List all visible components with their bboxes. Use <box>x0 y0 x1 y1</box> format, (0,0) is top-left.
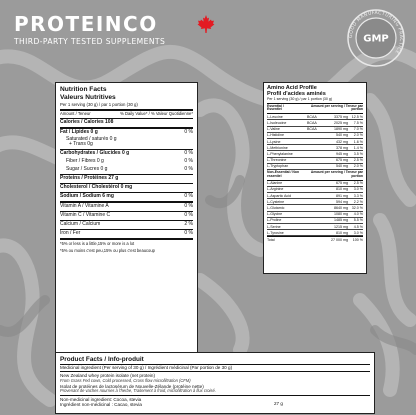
nutrition-row-calcium: Calcium / Calcium 2 % <box>60 221 193 230</box>
nutrition-row-sugar: Sugar / Sucres 0 g 0 % <box>60 166 193 175</box>
amino-nonessential-list <box>267 181 363 237</box>
nutrition-note-fr: *5% ou moins c'est peu,15% ou plus c'est beaucoup <box>60 247 155 253</box>
gmp-ring-text: GOOD MANUFACTURING PRACTICE <box>348 10 404 55</box>
amino-row: L-Threonine 675 mg 2.5 % <box>267 158 363 163</box>
amino-nonessential-header: Non-Essential / Non essentiel Amount per serving / Teneur par portion <box>267 170 363 181</box>
amino-row: L-Isoleucine BCAA 2025 mg 7.5 % <box>267 120 363 125</box>
nutrition-title-en: Nutrition Facts <box>60 86 107 93</box>
nutrition-note-en: *5% or less is a little,15% or more is a lot <box>60 240 135 246</box>
nutrition-row-sodium: Sodium / Sodium 6 mg 0 % <box>60 193 193 203</box>
nutrition-dv-header <box>60 111 193 119</box>
brand-tagline: THIRD-PARTY TESTED SUPPLEMENTS <box>14 37 166 46</box>
nutrition-row-vitamin-c: Vitamin C / Vitamine C 0 % <box>60 212 193 221</box>
product-ingredient-fr-sub: Provenant de vaches nourries à l'herbe, Traitement à froid, microfiltration à flux croisé. <box>60 388 216 394</box>
amino-title-en: Amino Acid Profile <box>267 85 317 91</box>
amino-row: L-Alanine 675 mg 2.5 % <box>267 181 363 186</box>
amino-row: L-Aspartic Acid 891 mg 3.3 % <box>267 193 363 198</box>
amino-serving: Per 1 serving (30 g) / par 1 portion (30 g) <box>267 97 363 103</box>
amino-row: L-Glycine 1080 mg 4.0 % <box>267 212 363 217</box>
product-facts-panel <box>55 352 375 414</box>
amino-row: L-Tryptophan 540 mg 2.0 % <box>267 164 363 169</box>
product-quantity: 27 g <box>274 401 283 406</box>
product-ingredient-en-sub: From Grass Fed cows, Cold processed, Cross flow microfiltration (CFM) <box>60 377 191 383</box>
product-ingredient-en: New Zealand whey protein isolate (net protein) <box>60 373 155 379</box>
nutrition-row-vitamin-a: Vitamin A / Vitamine A 0 % <box>60 203 193 212</box>
nutrition-row-protein: Proteins / Protéines 27 g <box>60 175 193 184</box>
product-medicinal-header: Medicinal ingredient (Per serving of 30 g) / Ingrédient médicinal (Par portion de 30 g) <box>60 365 233 370</box>
nutrition-row-fat: Fat / Lipides 0 g 0 % <box>60 129 193 136</box>
amino-row: L-Cysteine 594 mg 2.2 % <box>267 199 363 204</box>
amino-row: L-Lysine 432 mg 1.6 % <box>267 139 363 144</box>
nutrition-serving: Per 1 serving (30 g) / par 1 portion (30 g) <box>60 102 193 111</box>
product-nonmedicinal-en: Non-medicinal ingredient: Cocoa, stevia <box>60 396 142 402</box>
product-nonmedicinal-fr: Ingrédient non-médicinal : Cacao, stevia <box>60 402 142 408</box>
amino-total-row: Total 27 000 mg 100 % <box>267 237 363 242</box>
nutrition-row-trans: + Trans 0g <box>60 142 193 149</box>
amino-row: L-Tyrosine 810 mg 3.0 % <box>267 230 363 235</box>
brand-name: PROTEINCO <box>14 12 158 36</box>
gmp-text: GMP <box>363 33 389 45</box>
amino-row: L-Methionine 378 mg 1.4 % <box>267 145 363 150</box>
nutrition-amount-label: Amount / Teneur <box>60 111 91 116</box>
product-ingredient-fr: Isolat de protéines de lactosérum de Nouvelle-Zélande (protéine nette) <box>60 383 204 389</box>
nutrition-row-carbs: Carbohydrates / Glucides 0 g 0 % <box>60 149 193 156</box>
amino-row: L-Serine 1215 mg 4.5 % <box>267 224 363 229</box>
amino-row: L-Proline 1485 mg 5.5 % <box>267 218 363 223</box>
nutrition-row-fibre: Fiber / Fibres 0 g 0 % <box>66 157 193 164</box>
maple-leaf-icon <box>196 14 216 34</box>
amino-row: L-Phenylalanine 945 mg 3.5 % <box>267 151 363 156</box>
nutrition-row-calories: Calories / Calories 108 <box>60 119 193 129</box>
amino-title-fr: Profil d'acides aminés <box>267 91 326 98</box>
amino-row: L-Arginine 810 mg 3.0 % <box>267 187 363 192</box>
nutrition-row-iron: Iron / Fer 0 % <box>60 230 193 240</box>
amino-essential-list <box>267 114 363 170</box>
brand-header <box>14 14 165 46</box>
nutrition-row-cholesterol: Cholesterol / Cholestérol 0 mg <box>60 184 193 193</box>
amino-acid-panel <box>263 82 367 274</box>
nutrition-dv-label: % Daily Value* / % Valeur Quotidienne* <box>120 111 193 116</box>
amino-row: L-Valine BCAA 1890 mg 7.0 % <box>267 127 363 132</box>
amino-row: L-Glutamic 8640 mg 32.0 % <box>267 205 363 210</box>
nutrition-row-saturated: Saturated / saturés 0 g <box>66 135 117 142</box>
gmp-badge-icon <box>346 8 406 68</box>
product-title: Product Facts / Info-produit <box>60 356 370 365</box>
nutrition-title-fr: Valeurs Nutritives <box>60 93 116 101</box>
amino-row: L-Leucine BCAA 3375 mg 12.5 % <box>267 114 363 119</box>
amino-row: L-Histidine 540 mg 2.0 % <box>267 133 363 138</box>
amino-essential-header: Essential / Essentiel Amount per serving / Teneur par portion <box>267 104 363 115</box>
nutrition-facts-panel <box>55 82 198 388</box>
